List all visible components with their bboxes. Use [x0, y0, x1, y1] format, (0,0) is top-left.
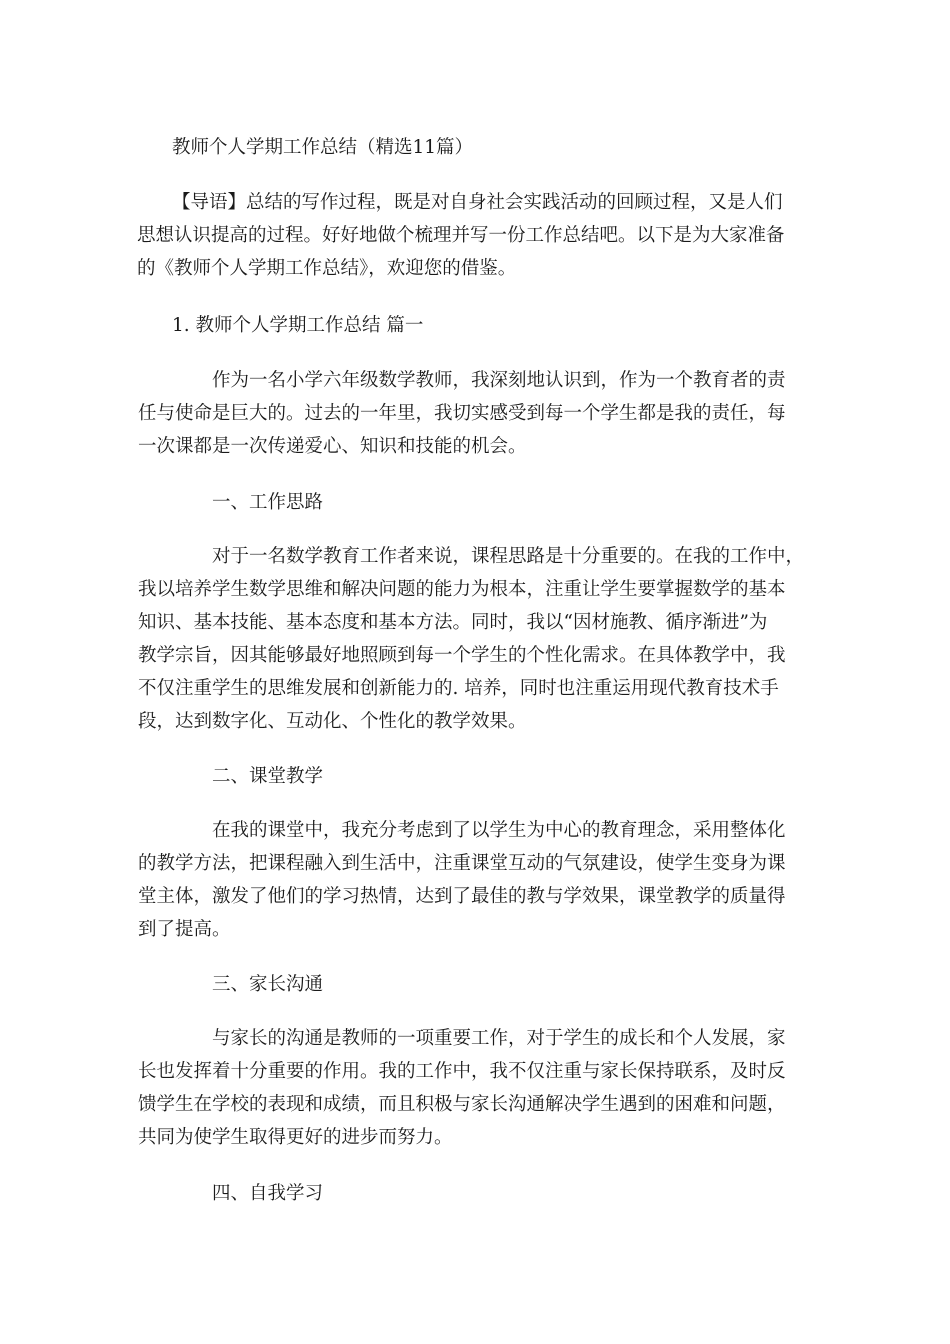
paragraph-line: 馈学生在学校的表现和成绩，而且积极与家长沟通解决学生遇到的困难和问题， [138, 1094, 786, 1115]
paragraph-4 [138, 1022, 786, 1154]
paragraph-1 [138, 364, 786, 463]
paragraph-line: 我以培养学生数学思维和解决问题的能力为根本，注重让学生要掌握数学的基本 [138, 579, 786, 600]
document-title: 教师个人学期工作总结（精选11篇） [172, 137, 474, 158]
subheading-work-approach: 一、工作思路 [212, 492, 324, 513]
paragraph-line: 知识、基本技能、基本态度和基本方法。同时，我以“因材施教、循序渐进”为 [138, 612, 768, 633]
paragraph-line: 的教学方法，把课程融入到生活中，注重课堂互动的气氛建设，使学生变身为课 [138, 853, 786, 874]
paragraph-line: 与家长的沟通是教师的一项重要工作，对于学生的成长和个人发展，家 [212, 1028, 786, 1049]
paragraph-line: 不仅注重学生的思维发展和创新能力的. 培养，同时也注重运用现代教育技术手 [138, 678, 779, 699]
paragraph-line: 段，达到数字化、互动化、个性化的教学效果。 [138, 711, 527, 732]
paragraph-line: 在我的课堂中，我充分考虑到了以学生为中心的教育理念，采用整体化 [212, 820, 786, 841]
paragraph-line: 作为一名小学六年级数学教师，我深刻地认识到，作为一个教育者的责 [212, 370, 786, 391]
subheading-parent-communication: 三、家长沟通 [212, 974, 324, 995]
paragraph-line: 堂主体，激发了他们的学习热情，达到了最佳的教与学效果，课堂教学的质量得 [138, 886, 786, 907]
section-heading: 1. 教师个人学期工作总结 篇一 [172, 315, 424, 336]
subheading-classroom-teaching: 二、课堂教学 [212, 766, 324, 787]
paragraph-2 [138, 540, 805, 738]
paragraph-line: 教学宗旨，因其能够最好地照顾到每一个学生的个性化需求。在具体教学中，我 [138, 645, 786, 666]
intro-paragraph [137, 186, 785, 285]
paragraph-line: 任与使命是巨大的。过去的一年里，我切实感受到每一个学生都是我的责任，每 [138, 403, 786, 424]
paragraph-line: 长也发挥着十分重要的作用。我的工作中，我不仅注重与家长保持联系，及时反 [138, 1061, 786, 1082]
intro-line: 思想认识提高的过程。好好地做个梳理并写一份工作总结吧。以下是为大家准备 [137, 225, 785, 246]
paragraph-line: 共同为使学生取得更好的进步而努力。 [138, 1127, 453, 1148]
paragraph-line: 一次课都是一次传递爱心、知识和技能的机会。 [138, 436, 527, 457]
paragraph-line: 到了提高。 [138, 919, 231, 940]
subheading-self-study: 四、自我学习 [212, 1183, 324, 1204]
paragraph-line: 对于一名数学教育工作者来说，课程思路是十分重要的。在我的工作中， [212, 546, 805, 567]
intro-line: 【导语】总结的写作过程，既是对自身社会实践活动的回顾过程，又是人们 [172, 192, 783, 213]
paragraph-3 [138, 814, 786, 946]
intro-line: 的《教师个人学期工作总结》，欢迎您的借鉴。 [137, 258, 517, 279]
